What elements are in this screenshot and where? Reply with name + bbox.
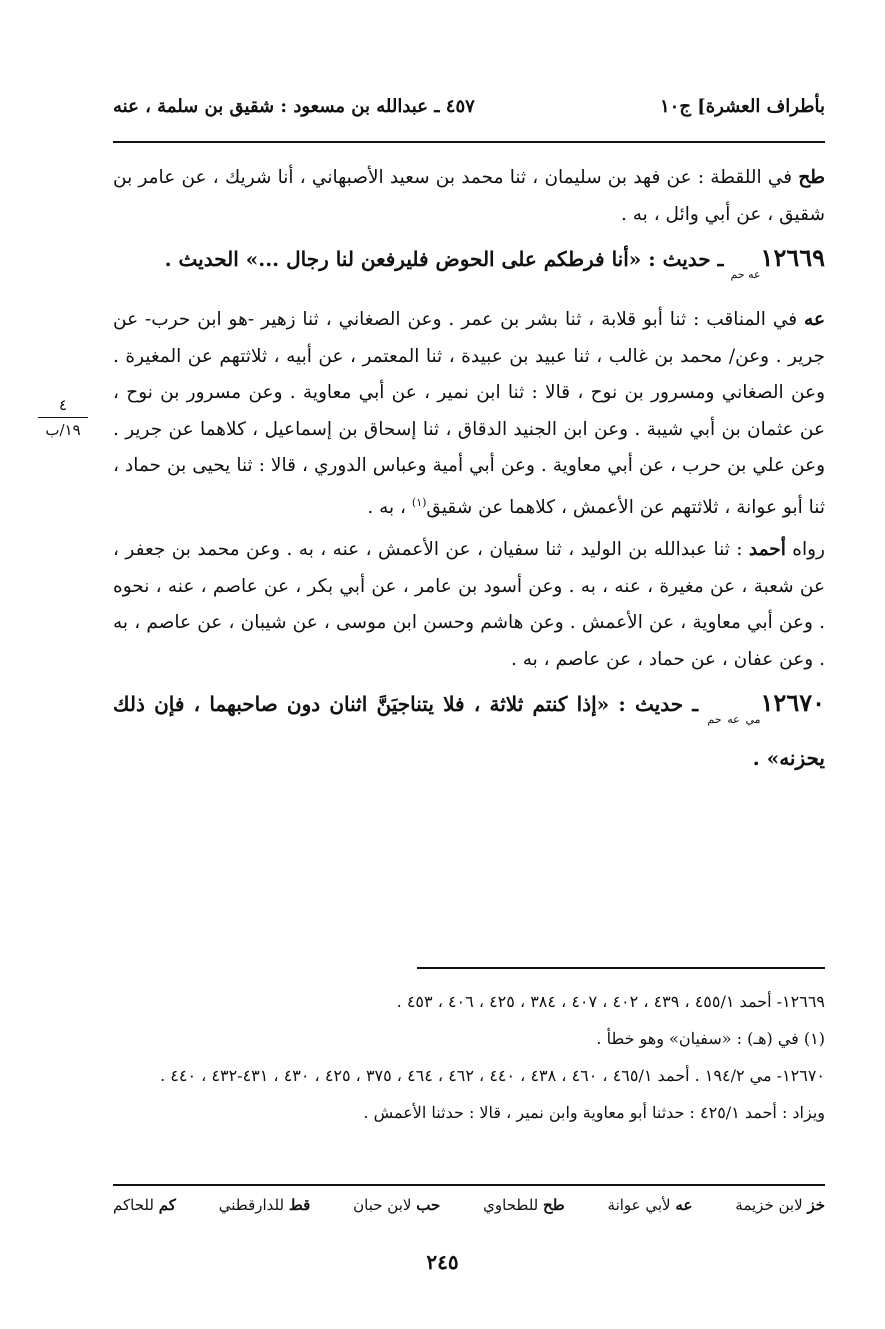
hadith-12669 [113,239,825,294]
header-volume: بأطراف العشرة] ج١٠ [659,96,825,117]
abbreviations-rule [113,1184,825,1186]
hadith-text: «إذا كنتم ثلاثة ، فلا يتناجيَنَّ اثنان دون صاحبهما ، فإن ذلك يحزنه» . [113,692,825,770]
abbreviation-item: كم للحاكم [113,1196,176,1214]
footnote-line: ويزاد : أحمد ٤٢٥/١ : حدثنا أبو معاوية وابن نمير ، قالا : حدثنا الأعمش . [363,1103,825,1122]
hadith-12670 [113,684,825,777]
paragraph-text: في اللقطة : عن فهد بن سليمان ، ثنا محمد بن سعيد الأصبهاني ، أنا شريك ، عن عامر بن شقيق ، عن أبي وائل ، به . [113,167,825,225]
header-chapter-title: ٤٥٧ ـ عبدالله بن مسعود : شقيق بن سلمة ، عنه [113,96,475,117]
abbreviation-item: حب لابن حبان [353,1196,441,1214]
paragraph-text-end: ، به . [367,496,412,518]
footnote-rule [417,967,825,969]
folio-note-top: ٤ [38,395,88,418]
hadith-number: ١٢٦٧٠ [760,688,825,717]
hadith-text: «أنا فرطكم على الحوض فليرفعن لنا رجال ...» الحديث . [164,247,642,271]
footnote-line: (١) في (هـ) : «سفيان» وهو خطأ . [596,1029,825,1048]
abbreviation-item: عه لأبي عوانة [607,1196,693,1214]
running-header [113,96,825,124]
abbreviations-key [113,1196,825,1214]
source-code: عه [804,309,825,330]
page-number: ٢٤٥ [426,1250,459,1274]
header-rule [113,141,825,143]
footnote-line: ١٢٦٦٩- أحمد ٤٥٥/١ ، ٤٣٩ ، ٤٠٢ ، ٤٠٧ ، ٣٨٤ ، ٤٢٥ ، ٤٠٦ ، ٤٥٣ . [396,992,825,1011]
paragraph-text: : ثنا عبدالله بن الوليد ، ثنا سفيان ، عن الأعمش ، عنه ، به . وعن محمد بن جعفر ، عن شعبة ، عن مغيرة ، عنه ، به . وعن أسود بن عامر ، عن أبي بكر ، عن عاصم ، عنه ، نحوه . وعن أبي معاوية ، عن الأعمش . وعن هاشم وحسن ابن موسى ، عن شيبان ، عن عاصم ، به . وعن عفان ، عن حماد ، عن عاصم ، به . [113,539,825,670]
footnotes [113,983,825,1131]
paragraph-ahmad [113,532,825,678]
abbreviation-item: قط للدارقطني [218,1196,311,1214]
abbreviation-item: خز لابن خزيمة [735,1196,825,1214]
folio-note-bottom: ١٩/ب [45,421,81,439]
source-name: أحمد [748,539,786,560]
manuscript-folio-note [38,395,88,440]
hadith-number: ١٢٦٦٩ [760,243,825,272]
abbreviation-item: طح للطحاوي [483,1196,565,1214]
paragraph-abu-awana [113,302,825,526]
paragraph-text: في المناقب : ثنا أبو قلابة ، ثنا بشر بن عمر . وعن الصغاني ، ثنا زهير -هو ابن حرب- عن جرير . وعن/ محمد بن غالب ، ثنا عبيد بن عبيدة ، ثنا المعتمر ، عن أبيه ، ثلاثتهم عن المغيرة . وعن الصغاني ومسرور بن نوح ، قالا : ثنا ابن نمير ، عن أبي معاوية . وعن مسرور بن نوح ، عن عثمان بن أبي شيبة . وعن ابن الجنيد الدقاق ، ثنا إسحاق بن إسماعيل ، كلاهما عن جرير . وعن علي بن حرب ، عن أبي معاوية . وعن أبي أمية وعباس الدوري ، قالا : ثنا يحيى بن حماد ، ثنا أبو عوانة ، ثلاثتهم عن الأعمش ، كلاهما عن شقيق [113,309,825,518]
hadith-sources: عه حم [730,268,761,281]
hadith-prefix: ـ حديث : [609,692,708,716]
paragraph-tahawi [113,160,825,233]
footnote-ref: (١) [411,495,427,509]
hadith-prefix: ـ حديث : [641,247,731,271]
source-code: طح [798,167,825,188]
hadith-sources: مي عه حم [707,713,761,726]
paragraph-lead: رواه [785,539,825,560]
main-text [113,160,825,785]
footnote-line: ١٢٦٧٠- مي ١٩٤/٢ . أحمد ٤٦٥/١ ، ٤٦٠ ، ٤٣٨ ، ٤٤٠ ، ٤٦٢ ، ٤٦٤ ، ٣٧٥ ، ٤٢٥ ، ٤٣٠ ، ٤٣١-٤٣٢ ، ٤٤٠ . [160,1066,825,1085]
